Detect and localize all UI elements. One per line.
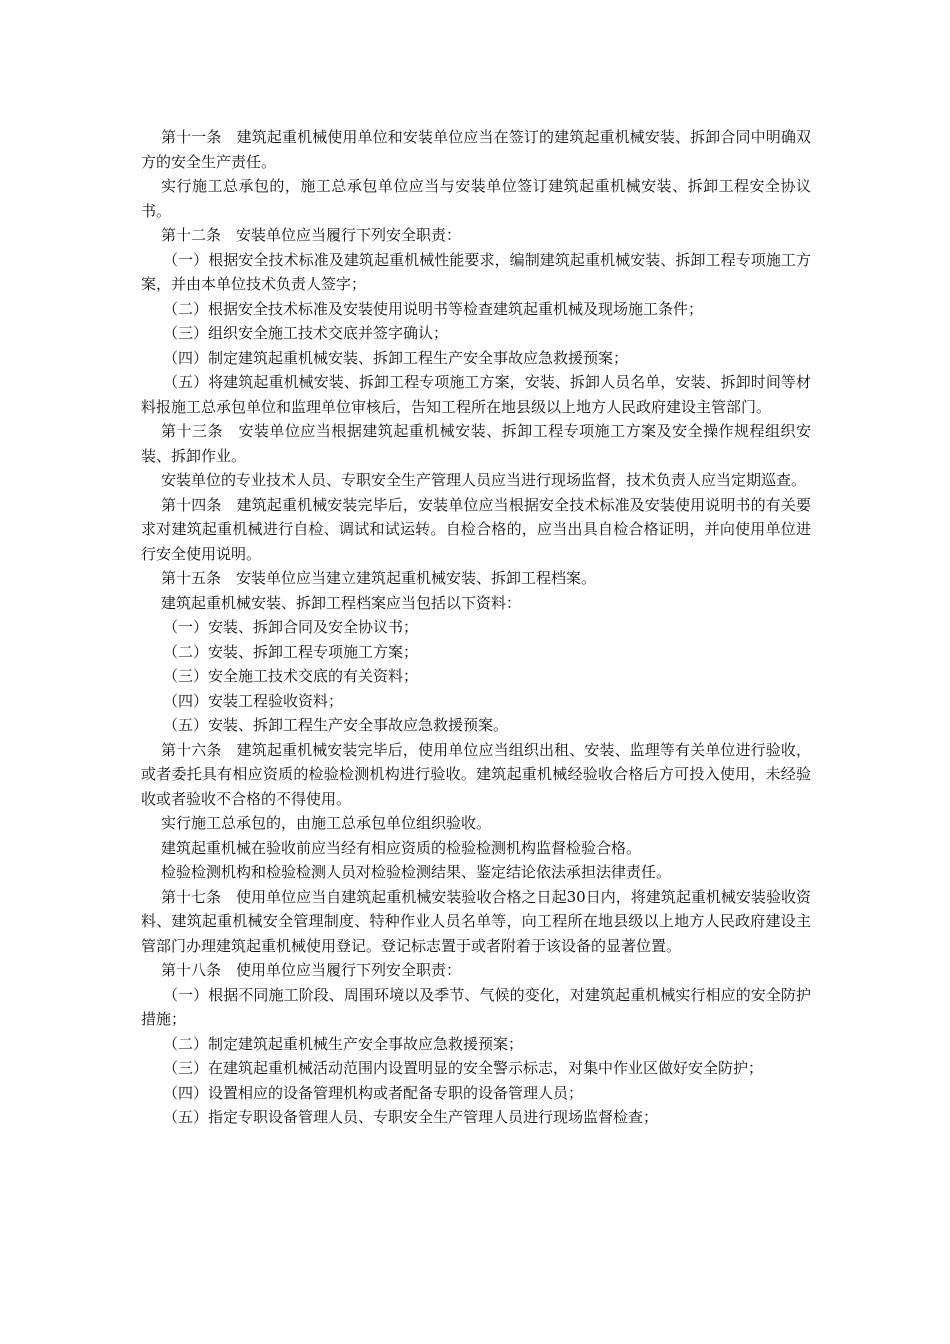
list-item: （一）根据不同施工阶段、周围环境以及季节、气候的变化，对建筑起重机械实行相应的安全防护措施； (141, 985, 811, 1028)
list-item: （三）在建筑起重机械活动范围内设置明显的安全警示标志，对集中作业区做好安全防护； (163, 1059, 764, 1077)
article-14-paragraph: 第十四条 建筑起重机械安装完毕后，安装单位应当根据安全技术标准及安装使用说明书的有关要求对建筑起重机械进行自检、调试和试运转。自检合格的，应当出具自检合格证明，并向使用单位进行安全使用说明。 (141, 495, 811, 563)
list-item: （一）安装、拆卸合同及安全协议书； (163, 618, 419, 636)
body-paragraph: 检验检测机构和检验检测人员对检验检测结果、鉴定结论依法承担法律责任。 (161, 863, 672, 881)
list-item: （二）根据安全技术标准及安装使用说明书等检查建筑起重机械及现场施工条件； (163, 299, 704, 318)
body-paragraph: 建筑起重机械在验收前应当经有相应资质的检验检测机构监督检验合格。 (161, 838, 642, 857)
list-item: （四）安装工程验收资料； (163, 691, 344, 710)
body-paragraph: 建筑起重机械安装、拆卸工程档案应当包括以下资料： (161, 593, 522, 612)
article-17-paragraph: 第十七条 使用单位应当自建筑起重机械安装验收合格之日起30日内，将建筑起重机械安装验收资料、建筑起重机械安全管理制度、特种作业人员名单等，向工程所在地县级以上地方人民政府建设主管部门办理建筑起重机械使用登记。登记标志置于或者附着于该设备的显著位置。 (141, 887, 811, 955)
article-18-paragraph: 第十八条 使用单位应当履行下列安全职责： (161, 961, 462, 979)
list-item: （一）根据安全技术标准及建筑起重机械性能要求，编制建筑起重机械安装、拆卸工程专项施工方案，并由本单位技术负责人签字； (141, 250, 811, 293)
document-body (141, 125, 811, 1130)
article-12-paragraph: 第十二条 安装单位应当履行下列安全职责： (161, 226, 462, 244)
body-paragraph: 安装单位的专业技术人员、专职安全生产管理人员应当进行现场监督，技术负责人应当定期巡查。 (161, 471, 807, 489)
list-item: （二）安装、拆卸工程专项施工方案； (163, 642, 419, 661)
article-13-paragraph: 第十三条 安装单位应当根据建筑起重机械安装、拆卸工程专项施工方案及安全操作规程组织安装、拆卸作业。 (141, 422, 811, 465)
article-15-paragraph: 第十五条 安装单位应当建立建筑起重机械安装、拆卸工程档案。 (161, 569, 597, 587)
list-item: （五）指定专职设备管理人员、专职安全生产管理人员进行现场监督检查； (163, 1108, 659, 1126)
list-item: （五）安装、拆卸工程生产安全事故应急救援预案。 (163, 716, 509, 734)
body-paragraph: 实行施工总承包的，由施工总承包单位组织验收。 (161, 814, 492, 832)
list-item: （三）安全施工技术交底的有关资料； (163, 667, 419, 685)
article-16-paragraph: 第十六条 建筑起重机械安装完毕后，使用单位应当组织出租、安装、监理等有关单位进行验收，或者委托具有相应资质的检验检测机构进行验收。建筑起重机械经验收合格后方可投入使用，未经验收或者验收不合格的不得使用。 (141, 740, 811, 808)
list-item: （二）制定建筑起重机械生产安全事故应急救援预案； (163, 1034, 524, 1053)
list-item: （五）将建筑起重机械安装、拆卸工程专项施工方案，安装、拆卸人员名单，安装、拆卸时间等材料报施工总承包单位和监理单位审核后，告知工程所在地县级以上地方人民政府建设主管部门。 (141, 373, 811, 416)
list-item: （三）组织安全施工技术交底并签字确认； (163, 324, 449, 342)
article-11-paragraph: 第十一条 建筑起重机械使用单位和安装单位应当在签订的建筑起重机械安装、拆卸合同中明确双方的安全生产责任。 (141, 128, 811, 171)
list-item: （四）设置相应的设备管理机构或者配备专职的设备管理人员； (163, 1083, 584, 1102)
body-paragraph: 实行施工总承包的，施工总承包单位应当与安装单位签订建筑起重机械安装、拆卸工程安全协议书。 (141, 177, 811, 220)
list-item: （四）制定建筑起重机械安装、拆卸工程生产安全事故应急救援预案； (163, 348, 629, 367)
